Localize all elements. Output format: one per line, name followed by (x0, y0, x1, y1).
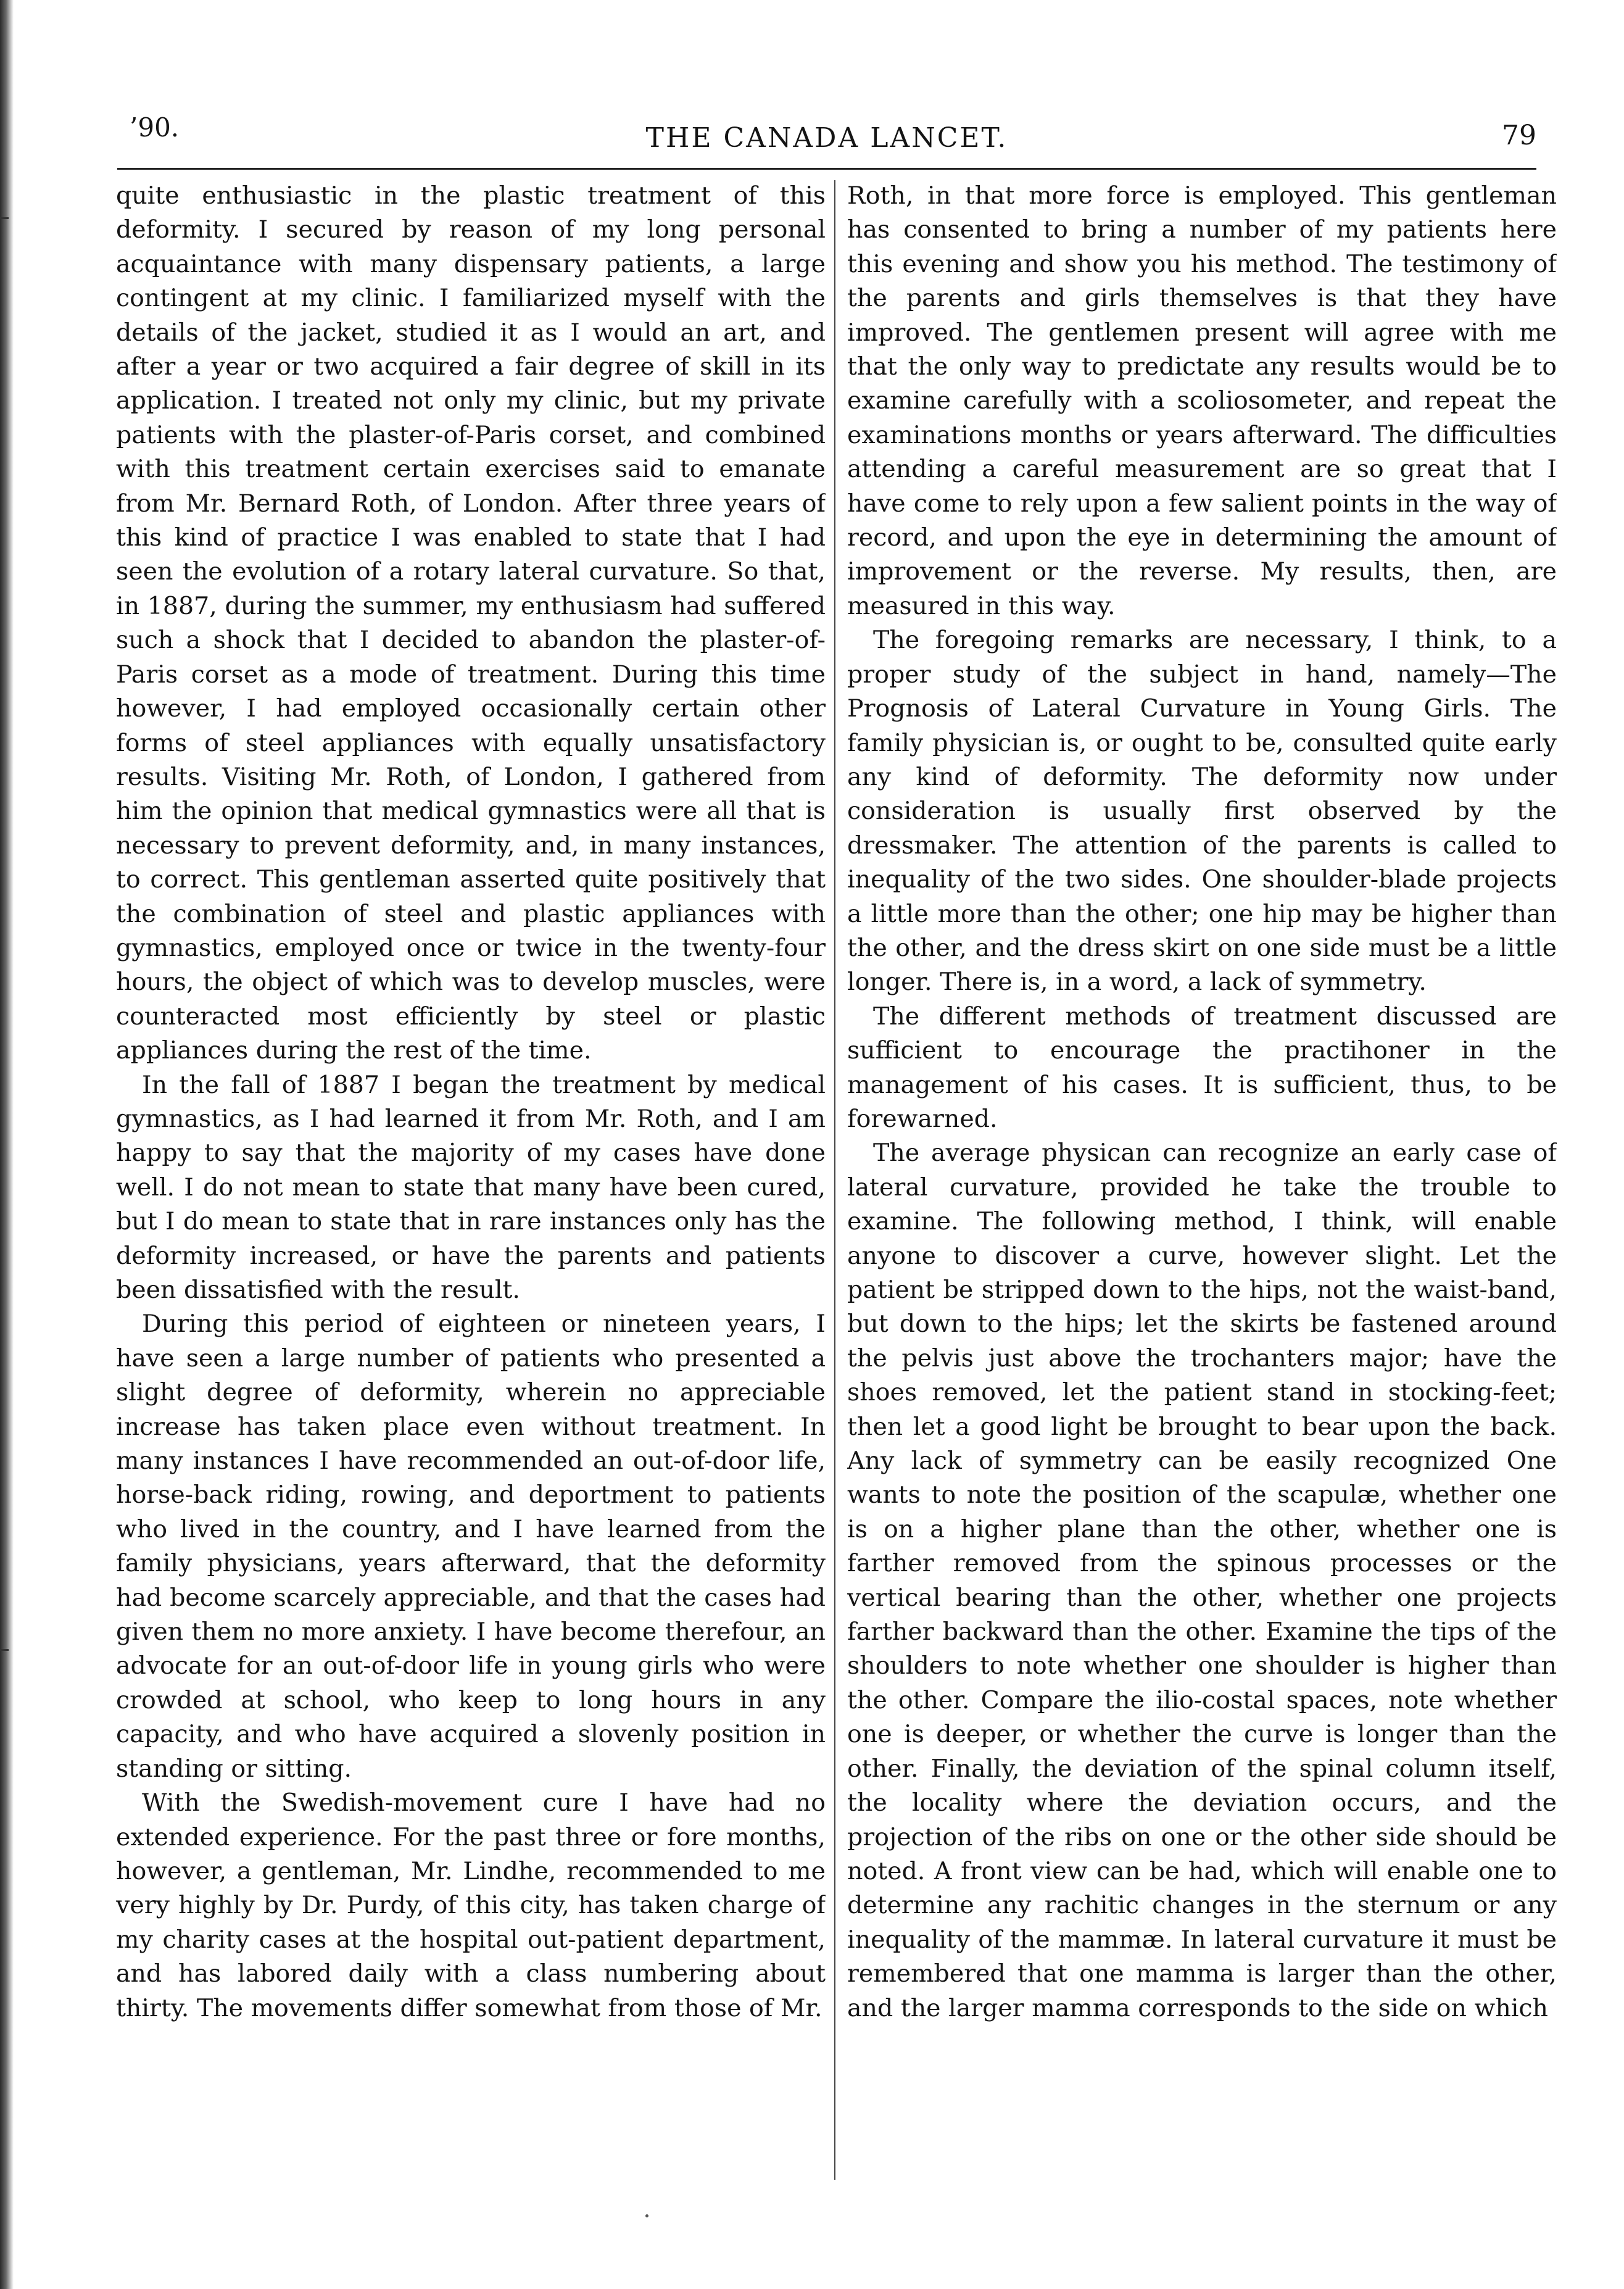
margin-mark (0, 1649, 9, 1651)
paragraph: Roth, in that more force is employed. This gentleman has consented to bring a number of my patients here this evening and show you his method. The testimony of the parents and girls themselves is that they have improved. The gentlemen present will agree with me that the only way to predictate any results would be to examine carefully with a scoliosometer, and repeat the examinations months or years afterward. The difficulties attending a careful measurement are so great that I have come to rely upon a few salient points in the way of record, and upon the eye in determining the amount of improvement or the reverse. My results, then, are measured in this way. (847, 181, 1557, 620)
paragraph: In the fall of 1887 I began the treatment by medical gymnastics, as I had learned it from Mr. Roth, and I am happy to say that the majority of my cases have done well. I do not mean to state that many have been cured, but I do mean to state that in rare instances only has the deformity increased, or have the parents and patients been dissatisfied with the result. (116, 1070, 826, 1304)
margin-mark (0, 217, 9, 219)
print-speck (645, 2214, 648, 2217)
header-rule (117, 168, 1536, 170)
paragraph: The foregoing remarks are necessary, I think, to a proper study of the subject in hand, namely—The Prognosis of Lateral Curvature in Young Girls. The family physician is, or ought to be, consulted quite early any kind of deformity. The deformity now under consideration is usually first observed by the dressmaker. The attention of the parents is called to inequality of the two sides. One shoulder-blade projects a little more than the other; one hip may be higher than the other, and the dress skirt on one side must be a little longer. There is, in a word, a lack of symmetry. (847, 626, 1557, 997)
paragraph: During this period of eighteen or nineteen years, I have seen a large number of patients who presented a slight degree of deformity, wherein no appreciable increase has taken place even without treatment. In many instances I have recommended an out-of-door life, horse-back riding, rowing, and deportment to patients who lived in the country, and I have learned from the family physicians, years afterward, that the deformity had become scarcely appreciable, and that the cases had given them no more anxiety. I have become therefour, an advocate for an out-of-door life in young girls who were crowded at school, who keep to long hours in any capacity, and who have acquired a slovenly position in standing or sitting. (116, 1310, 826, 1783)
paragraph: quite enthusiastic in the plastic treatment of this deformity. I secured by reason of my long personal acquaintance with many dispensary patients, a large contingent at my clinic. I familiarized myself with the details of the jacket, studied it as I would an art, and after a year or two acquired a fair degree of skill in its application. I treated not only my clinic, but my private patients with the plaster-of-Paris corset, and combined with this treatment certain exercises said to emanate from Mr. Bernard Roth, of London. After three years of this kind of practice I was enabled to state that I had seen the evolution of a rotary lateral curvature. So that, in 1887, during the summer, my enthusiasm had suffered such a shock that I decided to abandon the plaster-of-Paris corset as a mode of treatment. During this time however, I had employed occasionally certain other forms of steel appliances with equally unsatisfactory results. Visiting Mr. Roth, of London, I gathered from him the opinion that medical gymnastics were all that is necessary to prevent deformity, and, in many instances, to correct. This gentleman asserted quite positively that the combination of steel and plastic appliances with gymnastics, employed once or twice in the twenty-four hours, the object of which was to develop muscles, were counteracted most efficiently by steel or plastic appliances during the rest of the time. (116, 181, 826, 1065)
page-binding-shadow (0, 0, 14, 2289)
right-column (847, 179, 1557, 2166)
paragraph: With the Swedish-movement cure I have had no extended experience. For the past three or fore months, however, a gentleman, Mr. Lindhe, recommended to me very highly by Dr. Purdy, of this city, has taken charge of my charity cases at the hospital out-patient department, and has labored daily with a class numbering about thirty. The movements differ somewhat from those of Mr. (116, 1788, 826, 2022)
paragraph: The different methods of treatment discussed are sufficient to encourage the practihoner in the management of his cases. It is sufficient, thus, to be forewarned. (847, 1002, 1557, 1133)
header-year: ’90. (130, 112, 180, 143)
journal-title: THE CANADA LANCET. (645, 122, 1008, 154)
paragraph: The average physican can recognize an early case of lateral curvature, provided he take the trouble to examine. The following method, I think, will enable anyone to discover a curve, however slight. Let the patient be stripped down to the hips, not the waist-band, but down to the hips; let the skirts be fastened around the pelvis just above the trochanters major; have the shoes removed, let the patient stand in stocking-feet; then let a good light be brought to bear upon the back. Any lack of symmetry can be easily recognized One wants to note the position of the scapulæ, whether one is on a higher plane than the other, whether one is farther removed from the spinous processes or the vertical bearing than the other, whether one projects farther backward than the other. Examine the tips of the shoulders to note whether one shoulder is higher than the other. Compare the ilio-costal spaces, note whether one is deeper, or whether the curve is longer than the other. Finally, the deviation of the spinal column itself, the locality where the deviation occurs, and the projection of the ribs on one or the other side should be noted. A front view can be had, which will enable one to determine any rachitic changes in the sternum or any inequality of the mammæ. In lateral curvature it must be remembered that one mamma is larger than the other, and the larger mamma corresponds to the side on which (847, 1139, 1557, 2022)
page-number: 79 (1502, 120, 1536, 151)
running-header (117, 112, 1536, 162)
column-divider (834, 180, 835, 2180)
left-column (116, 179, 826, 2166)
